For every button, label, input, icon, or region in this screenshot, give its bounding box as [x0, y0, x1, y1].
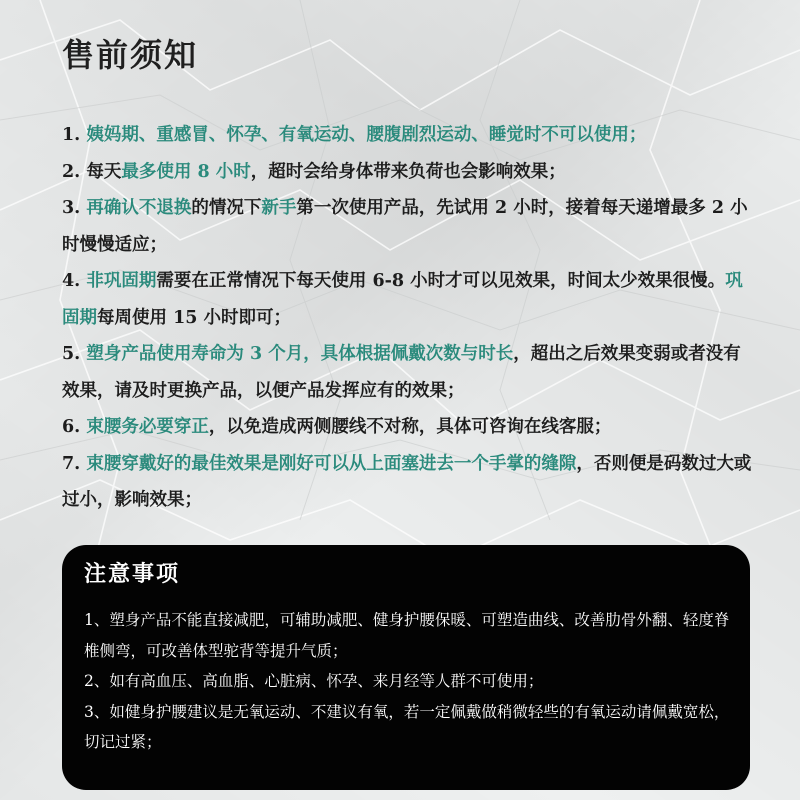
note-item — [62, 154, 752, 191]
note-text: 第一次使用产品，先试用 2 小时，接着每天递增最多 2 小时慢慢适应； — [62, 198, 748, 255]
note-text: 6. — [62, 417, 87, 437]
attention-panel — [62, 545, 750, 790]
note-text: 2. 每天 — [62, 161, 122, 182]
attention-item: 1、塑身产品不能直接减肥，可辅助减肥、健身护腰保暖、可塑造曲线、改善肋骨外翻、轻度脊椎侧弯，可改善体型驼背等提升气质； — [84, 611, 730, 660]
note-highlight: 塑身产品使用寿命为 3 个月，具体根据佩戴次数与时长 — [86, 344, 514, 364]
pre-sale-notes-list — [62, 117, 752, 519]
note-highlight: 再确认不退换 — [86, 198, 192, 218]
page-title: 售前须知 — [62, 36, 199, 74]
attention-title: 注意事项 — [84, 562, 181, 587]
note-item — [62, 336, 752, 409]
note-item — [62, 117, 752, 154]
note-text: ，超时会给身体带来负荷也会影响效果； — [250, 161, 566, 182]
note-item — [62, 446, 752, 519]
note-text: 每周使用 15 小时即可； — [97, 307, 292, 328]
attention-item: 2、如有高血压、高血脂、心脏病、怀孕、来月经等人群不可使用； — [84, 672, 544, 690]
note-highlight: 束腰穿戴好的最佳效果是刚好可以从上面塞进去一个手掌的缝隙 — [86, 453, 577, 474]
note-text: 需要在正常情况下每天使用 6-8 小时才可以见效果，时间太少效果很慢。 — [156, 271, 726, 291]
note-text: ，以免造成两侧腰线不对称，具体可咨询在线客服； — [208, 417, 612, 437]
note-text: 的情况下 — [191, 198, 262, 218]
note-text: 1. — [62, 125, 87, 145]
note-text: 5. — [62, 344, 87, 364]
note-highlight: 姨妈期、重感冒、怀孕、有氧运动、腰腹剧烈运动、睡觉时不可以使用； — [86, 125, 647, 145]
attention-list — [84, 605, 734, 758]
note-text: ，超出之后效果变弱或者没有效果，请及时更换产品，以便产品发挥应有的效果； — [62, 344, 741, 401]
note-text: 3. — [62, 198, 87, 218]
note-highlight: 非巩固期 — [86, 271, 157, 291]
note-item — [62, 263, 752, 336]
note-highlight: 最多使用 8 小时 — [121, 161, 251, 182]
note-text: 7. — [62, 453, 87, 474]
attention-item: 3、如健身护腰建议是无氧运动、不建议有氧，若一定佩戴做稍微轻些的有氧运动请佩戴宽松，切记过紧； — [84, 702, 730, 751]
note-item — [62, 409, 752, 446]
note-text: 4. — [62, 271, 87, 291]
note-text: ，否则便是码数过大或过小，影响效果； — [62, 453, 752, 510]
note-highlight: 巩固期 — [62, 271, 743, 328]
note-item — [62, 190, 752, 263]
note-highlight: 新手 — [261, 198, 297, 218]
note-highlight: 束腰务必要穿正 — [86, 417, 209, 437]
